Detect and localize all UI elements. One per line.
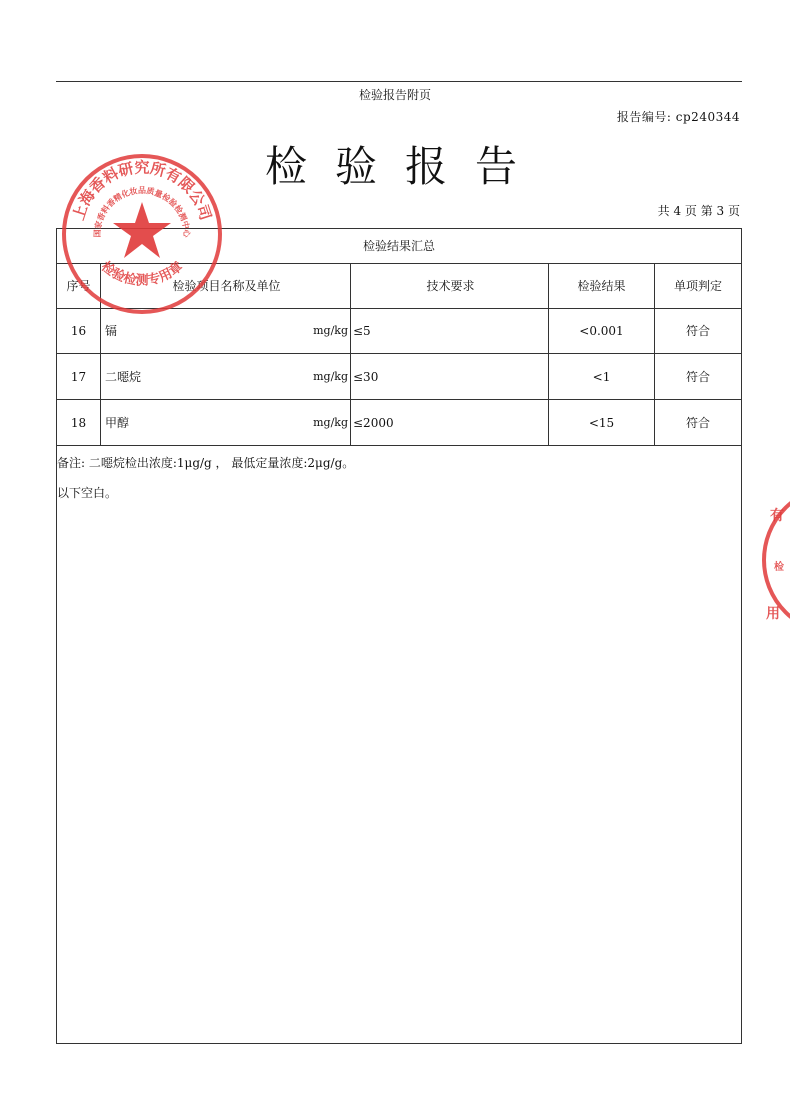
row-no: 16 [57,308,101,353]
top-rule [56,81,742,82]
row-result: <0.001 [549,308,655,353]
item-name: 甲醇 [105,416,130,430]
table-row [57,354,741,400]
appendix-title: 检验报告附页 [358,88,431,102]
row-result: <1 [549,354,655,399]
svg-text:有: 有 [770,508,784,524]
blank-below-note: 以下空白。 [57,486,118,500]
remark-note: 备注: 二噁烷检出浓度:1μg/g ， 最低定量浓度:2μg/g。 [57,456,355,470]
row-requirement: ≤2000 [351,400,549,445]
item-name: 二噁烷 [105,370,142,384]
row-requirement: ≤5 [351,308,549,353]
row-item [101,400,351,445]
row-judgement: 符合 [685,324,710,338]
row-result: <15 [549,400,655,445]
header-item: 检验项目名称及单位 [101,263,351,308]
row-requirement: ≤30 [351,354,549,399]
row-no: 18 [57,400,101,445]
svg-text:用: 用 [766,606,780,622]
section-title: 检验结果汇总 [57,229,741,264]
partial-seal-icon [760,480,790,640]
svg-text:检: 检 [774,562,784,573]
official-seal-icon [60,152,224,316]
row-no: 17 [57,354,101,399]
main-title: 检验报告 [264,142,545,191]
row-item [101,354,351,399]
item-unit: mg/kg [313,416,348,429]
header-requirement: 技术要求 [351,263,549,308]
row-judgement: 符合 [685,416,710,430]
page-info: 共 4 页 第 3 页 [657,204,740,218]
seal-bottom-text: 检验检测专用章 [98,259,186,289]
item-name: 镉 [105,324,118,338]
results-frame [56,228,742,1044]
item-unit: mg/kg [313,324,348,337]
svg-text:检验检测专用章 [98,258,186,288]
header-no: 序号 [57,263,101,308]
seal-inner-text: 国家香料香精化妆品质量检验检测中心 [92,186,192,238]
header-result: 检验结果 [549,263,655,308]
row-judgement: 符合 [685,370,710,384]
item-unit: mg/kg [313,370,348,383]
seal-top-text: 上海香料研究所有限公司 [69,158,215,223]
table-row [57,400,741,446]
report-number: 报告编号: cp240344 [616,110,740,124]
header-judgement: 单项判定 [673,279,722,293]
